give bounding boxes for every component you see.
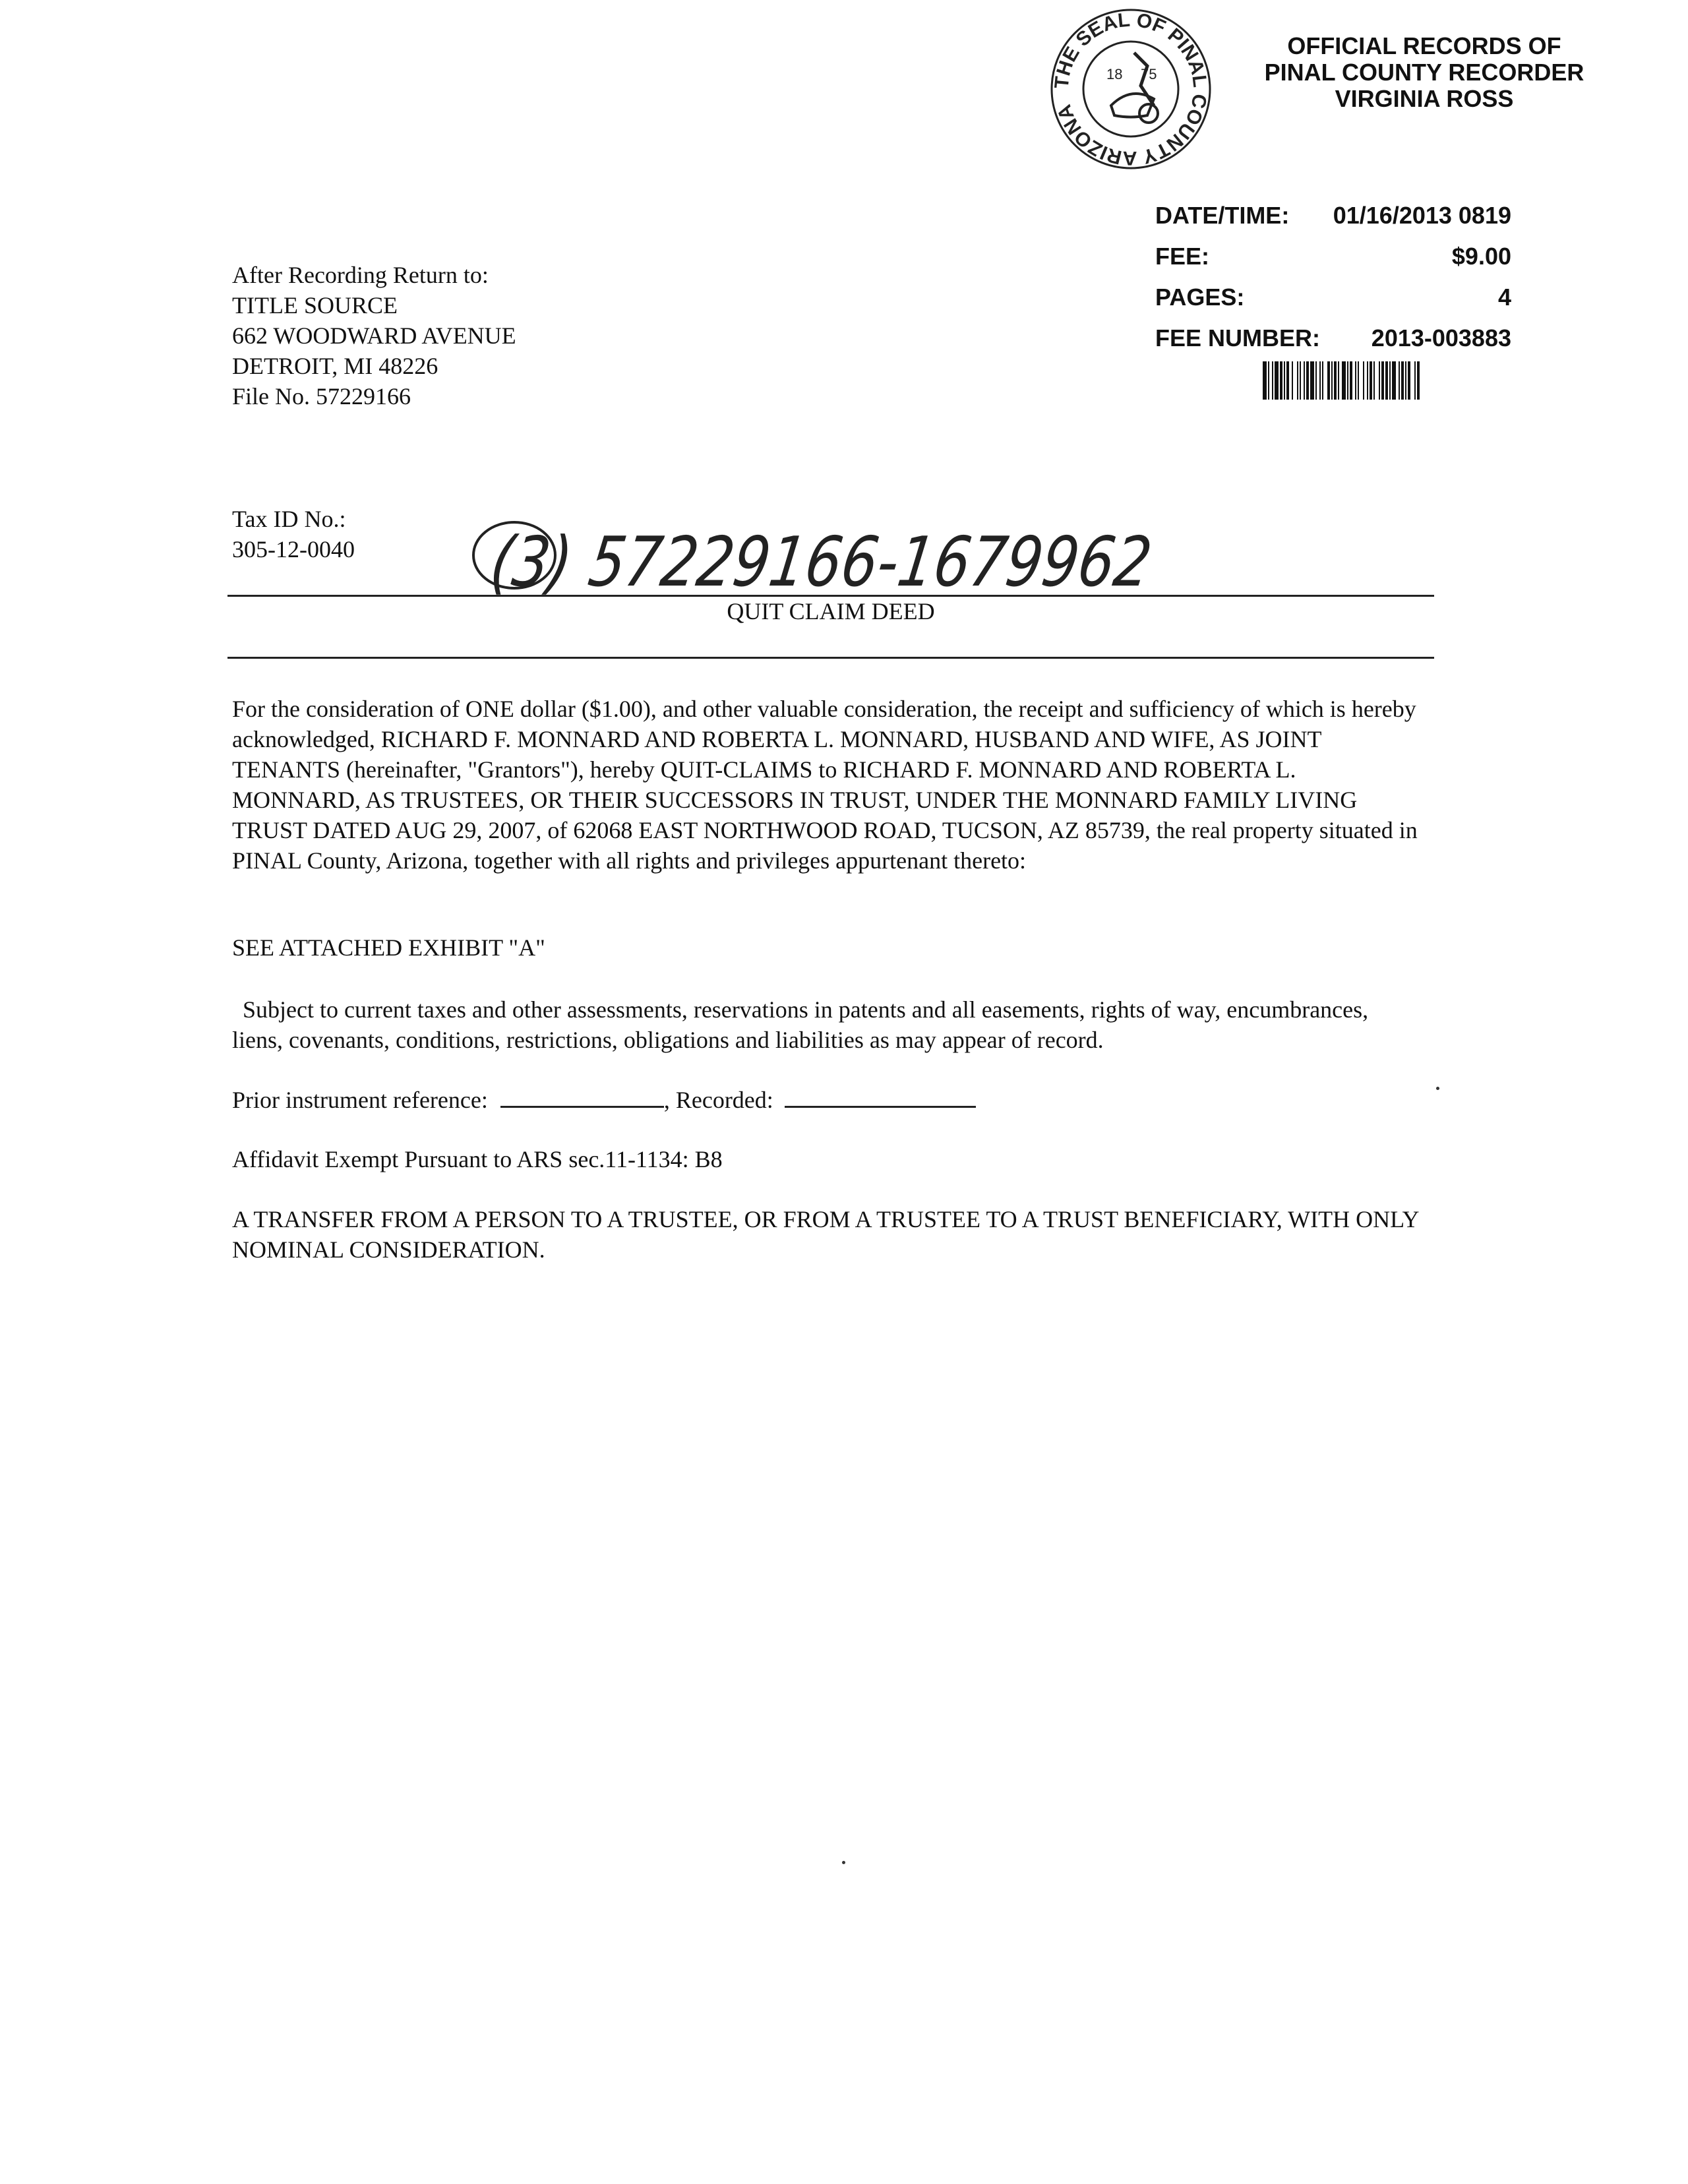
- prior-instrument-blank: [500, 1086, 664, 1108]
- barcode-bar: [1284, 361, 1285, 400]
- fee-row: [1155, 236, 1511, 277]
- barcode-bar: [1373, 361, 1375, 400]
- seal-ring-text: THE SEAL OF PINAL COUNTY ARIZONA: [1050, 9, 1211, 169]
- barcode-bar: [1417, 361, 1420, 400]
- barcode-bar: [1408, 361, 1410, 400]
- barcode-bar: [1385, 361, 1388, 400]
- return-line-2: 662 WOODWARD AVENUE: [232, 322, 516, 349]
- fee-number-row: [1155, 318, 1511, 359]
- recorded-blank: [785, 1086, 976, 1108]
- barcode-bar: [1286, 361, 1289, 400]
- tax-id-block: [232, 504, 496, 564]
- prior-instrument-label: Prior instrument reference:: [232, 1087, 488, 1113]
- barcode-bar: [1350, 361, 1352, 400]
- seal-year-right: 75: [1141, 66, 1157, 82]
- barcode-bar: [1297, 361, 1298, 400]
- recording-info: [1155, 195, 1511, 359]
- datetime-label: DATE/TIME:: [1155, 202, 1290, 229]
- county-seal: [1048, 7, 1213, 171]
- prior-instrument-line: [232, 1085, 1419, 1115]
- barcode-bar: [1272, 361, 1273, 400]
- recorder-line-2: PINAL COUNTY RECORDER: [1264, 59, 1584, 86]
- barcode-bar: [1263, 361, 1267, 400]
- exhibit-reference: SEE ATTACHED EXHIBIT "A": [232, 934, 545, 961]
- barcode-bar: [1338, 361, 1339, 400]
- scan-speck: [1436, 1087, 1439, 1090]
- barcode-bar: [1304, 361, 1305, 400]
- barcode-bar: [1392, 361, 1396, 400]
- pages-row: [1155, 277, 1511, 318]
- pages-label: PAGES:: [1155, 284, 1245, 311]
- barcode-bar: [1292, 361, 1293, 400]
- barcode-bar: [1280, 361, 1282, 400]
- barcode-bar: [1381, 361, 1384, 400]
- barcode-bar: [1327, 361, 1330, 400]
- return-line-1: TITLE SOURCE: [232, 292, 398, 318]
- tax-id-value: 305-12-0040: [232, 536, 355, 562]
- affidavit-exemption: Affidavit Exempt Pursuant to ARS sec.11-1134: B8: [232, 1146, 723, 1172]
- barcode-bar: [1379, 361, 1380, 400]
- datetime-row: [1155, 195, 1511, 236]
- handwritten-text: [462, 521, 1296, 607]
- barcode-bar: [1342, 361, 1346, 400]
- barcode-bar: [1401, 361, 1404, 400]
- handwritten-annotation: [462, 521, 1296, 607]
- fee-number-label: FEE NUMBER:: [1155, 324, 1320, 351]
- barcode-bar: [1414, 361, 1416, 400]
- barcode-bar: [1268, 361, 1269, 400]
- barcode-bar: [1275, 361, 1279, 400]
- recorder-line-3: VIRGINIA ROSS: [1335, 85, 1514, 112]
- seal-year-left: 18: [1106, 66, 1123, 82]
- barcode-bar: [1355, 361, 1356, 400]
- barcode-bar: [1358, 361, 1359, 400]
- recorder-line-1: OFFICIAL RECORDS OF: [1287, 32, 1561, 59]
- barcode-bar: [1310, 361, 1314, 400]
- recorder-header: [1226, 33, 1622, 112]
- barcode-bar: [1334, 361, 1337, 400]
- conveyance-paragraph: For the consideration of ONE dollar ($1.00), and other valuable consideration, the receipt and sufficiency of which is hereby acknowledged, RICHARD F. MONNARD AND ROBERTA L. MONNARD, HUSBAND AND WIFE, AS JOINT TENANTS (hereinafter, "Grantors"), hereby QUIT-CLAIMS to RICHARD F. MONNARD AND ROBERTA L. MONNARD, AS TRUSTEES, OR THEIR SUCCESSORS IN TRUST, UNDER THE MONNARD FAMILY LIVING TRUST DATED AUG 29, 2007, of 62068 EAST NORTHWOOD ROAD, TUCSON, AZ 85739, the real property situated in PINAL County, Arizona, together with all rights and privileges appurtenant thereto:: [232, 696, 1418, 874]
- document-title: QUIT CLAIM DEED: [727, 598, 935, 624]
- title-rule-bottom: [227, 657, 1434, 659]
- transfer-statement: A TRANSFER FROM A PERSON TO A TRUSTEE, OR FROM A TRUSTEE TO A TRUST BENEFICIARY, WITH ONLY NOMINAL CONSIDERATION.: [232, 1206, 1419, 1263]
- datetime-value: 01/16/2013 0819: [1333, 202, 1511, 229]
- barcode-bar: [1363, 361, 1364, 400]
- barcode-bar: [1322, 361, 1323, 400]
- return-address-block: [232, 260, 760, 411]
- tax-id-label: Tax ID No.:: [232, 506, 346, 532]
- scan-speck: [842, 1861, 845, 1864]
- return-heading: After Recording Return to:: [232, 262, 489, 288]
- handwritten-number: (3) 57229166-1679962: [485, 522, 1296, 602]
- recorded-label: , Recorded:: [663, 1087, 773, 1113]
- barcode-bar: [1370, 361, 1372, 400]
- barcode-bar: [1405, 361, 1406, 400]
- fee-value: $9.00: [1451, 243, 1511, 270]
- barcode-bar: [1389, 361, 1391, 400]
- return-line-3: DETROIT, MI 48226: [232, 353, 438, 379]
- barcode-bar: [1300, 361, 1301, 400]
- barcode-bar: [1347, 361, 1348, 400]
- fee-label: FEE:: [1155, 243, 1210, 270]
- barcode-bar: [1399, 361, 1400, 400]
- barcode-bar: [1331, 361, 1333, 400]
- barcode-bar: [1367, 361, 1368, 400]
- return-line-4: File No. 57229166: [232, 383, 411, 410]
- subject-to-paragraph: Subject to current taxes and other assessments, reservations in patents and all easements, rights of way, encumbrances, liens, covenants, conditions, restrictions, obligations and liabilities as may appear of record.: [232, 996, 1369, 1053]
- barcode: [1263, 361, 1513, 400]
- barcode-bar: [1315, 361, 1317, 400]
- barcode-bar: [1319, 361, 1321, 400]
- barcode-bar: [1306, 361, 1309, 400]
- fee-number-value: 2013-003883: [1371, 324, 1511, 351]
- pages-value: 4: [1497, 284, 1511, 311]
